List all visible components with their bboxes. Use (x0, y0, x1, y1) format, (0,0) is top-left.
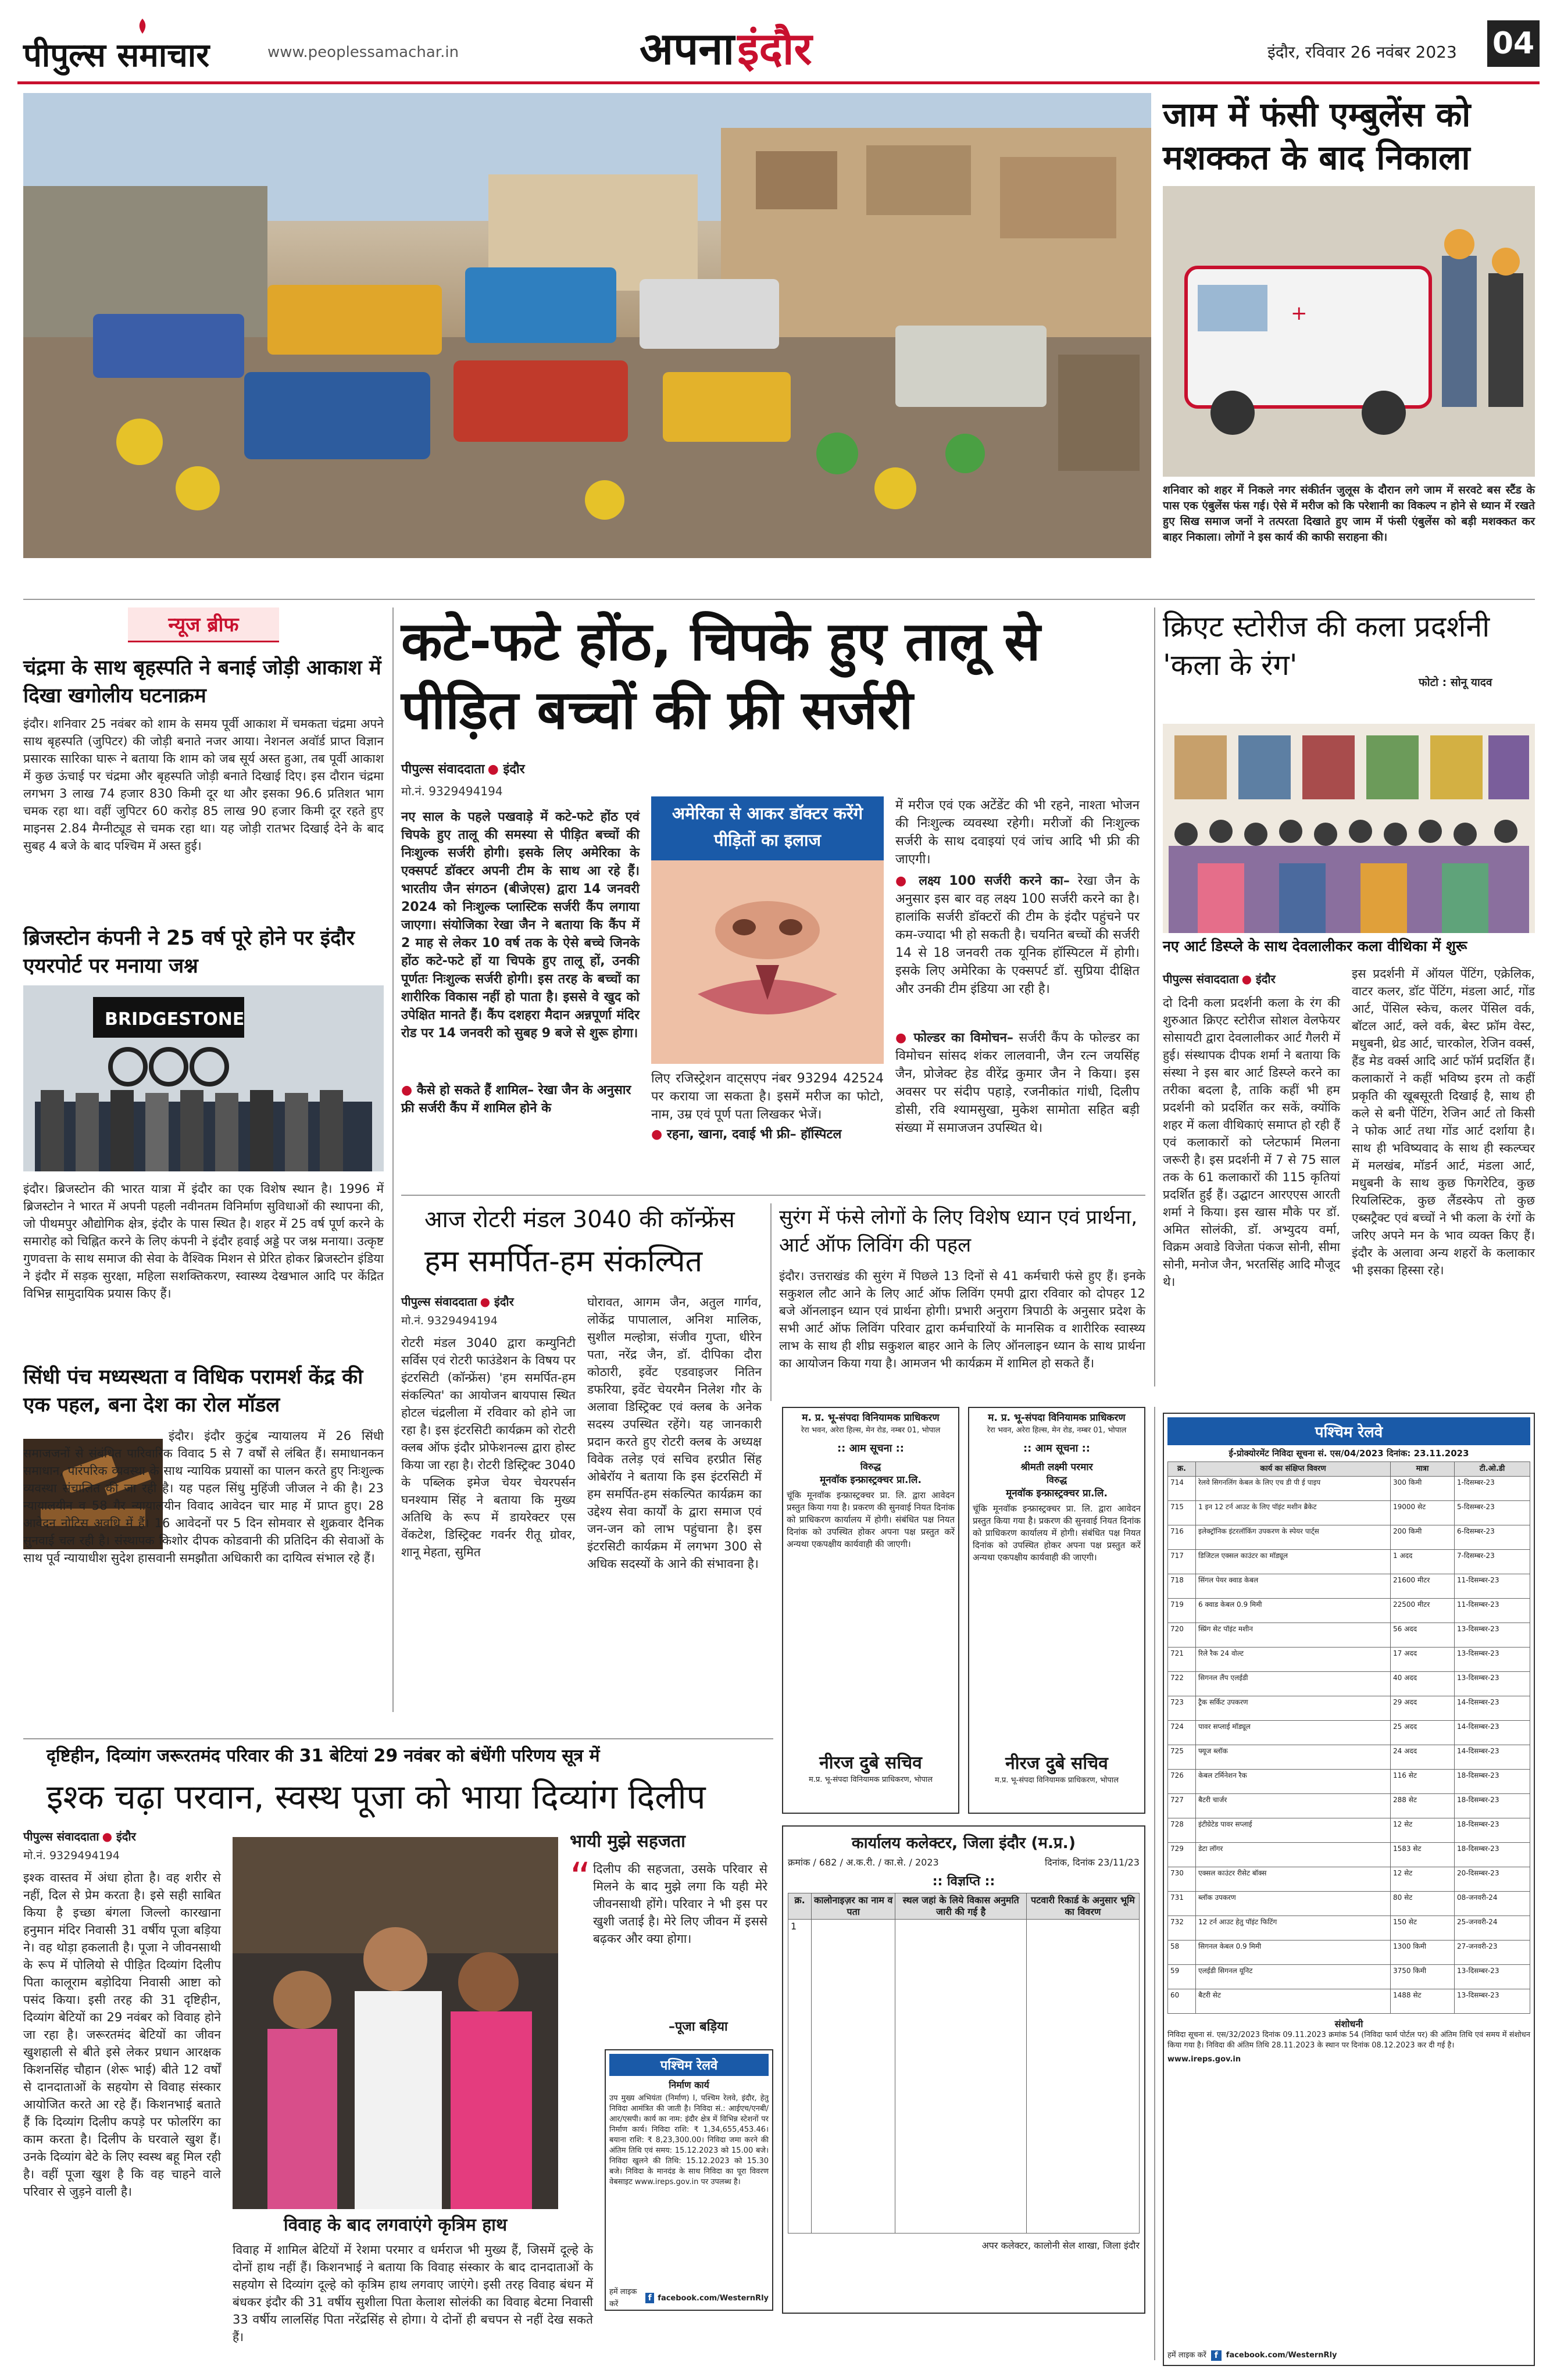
table-cell: 730 (1168, 1867, 1196, 1892)
table-cell: पावर सप्लाई मॉड्यूल (1196, 1721, 1391, 1745)
table-cell: 12 सेट (1391, 1818, 1455, 1843)
section-title-a: अपना (640, 23, 735, 74)
table-cell: 717 (1168, 1550, 1196, 1574)
wedding-col1: इश्क वास्तव में अंधा होता है। वह शरीर से नहीं, दिल से प्रेम करता है। इसे सही साबित किया है इच्छा बंगला जिल्लो कारखाना हनुमान मंदिर निवासी 31 वर्षीय पूजा बड़िया ने। वह थोड़ा हकलाती है। पूजा ने जीवनसाथी के रूप में पोलियो से पीड़ित दिव्यांग दिलीप पिता कालूराम बड़ोदिया निवासी आष्टा को पसंद किया। इसी तरह की 31 दृष्टिहीन, दिव्यांग बेटियों का 29 नवंबर को विवाह होने जा रहा है। जरूरतमंद बेटियों का जीवन खुशहाली से बीते इसे लेकर प्रधान आरक्षक किशनसिंह चौहान (शेरू भाई) बीते 12 वर्षों से दानदाताओं के सहयोग से विवाह संस्कार आयोजित करते आ रहे हैं। किशनभाई बताते हैं कि दिव्यांग दिलीप कपड़े पर फोलरिंग का काम करता है। दिलीप के घरवाले खुश हैं। उनके दिव्यांग बेटे के लिए स्वस्थ बहू मिल रही है। वहीं पूजा खुश है कि वह चाहने वाले परिवार से जुड़ने वाली है। (23, 1871, 221, 2199)
art-group-illustration (1163, 724, 1535, 933)
notice-2-authority: म. प्र. भू-संपदा विनियामक प्राधिकरण (988, 1412, 1126, 1424)
table-cell: 13-दिसम्बर-23 (1455, 1989, 1530, 2014)
table-cell: सिगनल केबल 0.9 मिमी (1196, 1941, 1391, 1965)
surgery-lead: नए साल के पहले पखवाड़े में कटे-फटे होंठ एवं चिपके हुए तालू की समस्या से पीड़ित बच्चों की निःशुल्क सर्जरी होगी। इसके लिए अमेरिका के एक्सपर्ट डॉक्टर अपनी टीम के साथ आ रहे हैं। भारतीय जैन संगठन (बीजेएस) द्वारा 14 जनवरी 2024 को निःशुल्क प्लास्टिक सर्जरी कैंप लगाया जाएगा। संयोजिका रेखा जैन ने बताया कि कैंप में 2 माह से लेकर 10 वर्ष तक के ऐसे बच्चे जिनके होंठ कटे-फटे हों या चिपके हुए तालू हों, उनकी पूर्णतः निःशुल्क सर्जरी होगी। इस तरह के बच्चों का शारीरिक विकास नहीं हो पाता है। इससे वे खुद को उपेक्षित मानते हैं। कैंप दशहरा मैदान अन्नपूर्णा मंदिर रोड पर 14 जनवरी को सुबह 9 बजे से शुरू होगा। (401, 810, 640, 1041)
table-cell: 726 (1168, 1770, 1196, 1794)
surgery-story (401, 607, 1140, 1166)
art-col2: इस प्रदर्शनी में ऑयल पेंटिंग, एक्रेलिक, वाटर कलर, डॉट पेंटिंग, मंडला आर्ट, गोंड आर्ट, पेंसिल स्केच, कलर पेंसिल वर्क, बॉटल आर्ट, क्ले वर्क, बेस्ट फ्रॉम वेस्ट, मधुबनी, थ्रेड आर्ट, चारकोल, रेजिन वर्क्स, हैंड मेड वर्क्स आदि आर्ट फॉर्म प्रदर्शित हैं। कलाकारों ने कहीं भविष्य इरम तो कहीं प्रकृति की खूबसूरती दिखाई है, साथ ही कले से बनी पेंटिंग, रेजिन आर्ट तो किसी ने फोक आर्ट तथा गोंड आर्ट दर्शाया है। साथ ही भविष्यवाद के साथ ही स्कल्प्चर में मलखंब, मॉडर्न आर्ट, मंडला आर्ट, मधुबनी के साथ कुछ फिगरेटिव, कुछ रियलिस्टिक, कुछ लैंडस्केप तो कुछ एब्सट्रैक्ट एवं बच्चों ने भी कला के रंगों के जरिए अपने मन के भाव व्यक्त किए हैं। इंदौर के अलावा अन्य शहरों के कलाकार भी इसका हिस्सा रहे। (1352, 967, 1535, 1277)
art-headline: क्रिएट स्टोरीज की कला प्रदर्शनी 'कला के रंग' (1163, 610, 1490, 682)
table-cell: 18-दिसम्बर-23 (1455, 1843, 1530, 1867)
table-cell: बैटरी चार्जर (1196, 1794, 1391, 1818)
table-row (1168, 1696, 1530, 1721)
table-cell: एलईडी सिगनल यूनिट (1196, 1965, 1391, 1989)
surgery-bullet-1: ● कैसे हो सकते हैं शामिल– रेखा जैन के अनुसार फ्री सर्जरी कैंप में शामिल होने के (401, 1083, 631, 1116)
table-cell: डिजिटल एक्सल काउंटर का मॉड्यूल (1196, 1550, 1391, 1574)
table-cell: 12 सेट (1391, 1867, 1455, 1892)
table-cell: 12 टर्न आउट हेतु पॉइंट फिटिंग (1196, 1916, 1391, 1941)
railway-big-title: पश्चिम रेलवे (1167, 1417, 1530, 1445)
news-brief-label: न्यूज ब्रीफ (128, 607, 279, 642)
surgery-bullet-3: ● लक्ष्य 100 सर्जरी करने का– रेखा जैन के अनुसार इस बार वह लक्ष्य 100 सर्जरी करने का है। हालांकि सर्जरी डॉक्टरों की टीम के इंदौर पहुंचने पर कम-ज्यादा भी हो सकती है। चयनित बच्चों की सर्जरी 14 से 18 जनवरी तक यूनिक हॉस्पिटल में होगी। इसके लिए अमेरिका के एक्सपर्ट डॉ. सुप्रिया दीक्षित और उनकी टीम इंडिया आ रही है। (895, 874, 1140, 996)
notice-1-title: :: आम सूचना :: (837, 1442, 905, 1455)
table-cell: 59 (1168, 1965, 1196, 1989)
art-byline: पीपुल्स संवाददाता ● इंदौर (1163, 972, 1276, 986)
wedding-quote-title: भायी मुझे सहजता (570, 1831, 685, 1852)
table-cell: 13-दिसम्बर-23 (1455, 1623, 1530, 1648)
ambulance-illustration (1163, 186, 1535, 477)
table-cell: 22500 मीटर (1391, 1599, 1455, 1623)
website-url[interactable]: www.peoplessamachar.in (267, 44, 459, 61)
table-cell: 727 (1168, 1794, 1196, 1818)
surgery-byline: पीपुल्स संवाददाता ● इंदौर मो.नं. 9329494194 (401, 760, 634, 799)
table-cell: इलेक्ट्रॉनिक इंटरलॉकिंग उपकरण के स्पेयर पार्ट्स (1196, 1525, 1391, 1550)
table-cell: स्प्रिंग सेट पॉइंट मशीन (1196, 1623, 1391, 1648)
railway-big-subtitle: ई-प्रोक्योरमेंट निविदा सूचना सं. एस/04/2023 दिनांक: 23.11.2023 (1229, 1448, 1469, 1459)
art-col1: दो दिनी कला प्रदर्शनी कला के रंग की शुरुआत क्रिएट स्टोरीज सोशल वेलफेयर सोसायटी द्वारा देवलालीकर आर्ट गैलरी में हुई। संस्थापक दीपक शर्मा ने बताया कि संस्था ने इस बार आर्ट डिस्प्ले करने का तरीका बदला है, ताकि कहीं भी हम प्रदर्शनी को प्रदर्शित कर सकें, क्योंकि शहर में कला वीथिकाएं समाप्त हो रही हैं एवं कलाकारों को प्लेटफार्म मिलना जरूरी है। इस प्रदर्शनी में 7 से 75 साल तक के 61 कलाकारों की 115 कृतियां प्रदर्शित हुईं हैं। उद्घाटन आरएएस आरती शर्मा ने किया। इस खास मौके पर डॉ. अमित सोलंकी, डॉ. अभ्युदय वर्मा, विक्रम अवाडे विजेता पंकज सोनी, सीमा सोनी, मनोज जैन, भरतसिंह आदि मौजूद थे। (1163, 996, 1340, 1289)
table-cell: 116 सेट (1391, 1770, 1455, 1794)
table-cell: 6-दिसम्बर-23 (1455, 1525, 1530, 1550)
ambulance-photo (1163, 186, 1535, 477)
table-cell: 1583 सेट (1391, 1843, 1455, 1867)
railway-big-note: निविदा सूचना सं. एस/32/2023 दिनांक 09.11.2023 क्रमांक 54 (निविदा फार्म पोर्टल पर) की अंतिम तिथि एवं समय में संशोधन किया गया है। निविदा की अंतिम तिथि 28.11.2023 के स्थान पर दिनांक 08.12.2023 कर दी गई है। (1167, 2031, 1530, 2050)
table-row (1168, 1794, 1530, 1818)
notice-2-title: :: आम सूचना :: (1023, 1442, 1091, 1455)
collector-label: :: विज्ञप्ति :: (932, 1874, 995, 1889)
railway-small-social[interactable]: facebook.com/WesternRly (658, 2293, 769, 2303)
table-cell: 288 सेट (1391, 1794, 1455, 1818)
wedding-headline: इश्क चढ़ा परवान, स्वस्थ पूजा को भाया दिव्यांग दिलीप (47, 1777, 706, 1817)
wedding-top-separator (23, 1738, 773, 1739)
table-cell: 18-दिसम्बर-23 (1455, 1770, 1530, 1794)
logo (23, 17, 267, 76)
notice-1-vs: विरुद्ध (860, 1461, 881, 1472)
railway-big-table (1167, 1461, 1530, 2014)
surgery-headline: कटे-फटे होंठ, चिपके हुए तालू से पीड़ित बच्चों की फ्री सर्जरी (401, 610, 1041, 741)
table-cell: डेटा लॉगर (1196, 1843, 1391, 1867)
table-cell: 18-दिसम्बर-23 (1455, 1794, 1530, 1818)
table-cell: 720 (1168, 1623, 1196, 1648)
center-right-rule (1154, 607, 1155, 1386)
traffic-scene-illustration (23, 93, 1151, 558)
notice-2-company: मूनवॉक इन्फ्रास्ट्रक्चर प्रा.लि. (1006, 1488, 1108, 1499)
table-cell: 715 (1168, 1501, 1196, 1525)
notice-1-company: मूनवॉक इन्फ्रास्ट्रक्चर प्रा.लि. (820, 1474, 922, 1486)
notice-2-signer-sub: म.प्र. भू-संपदा विनियामक प्राधिकरण, भोपाल (994, 1776, 1119, 1785)
table-cell: 08-जनवरी-24 (1455, 1892, 1530, 1916)
table-cell: एक्सल काउंटर रीसेट बॉक्स (1196, 1867, 1391, 1892)
table-cell: 731 (1168, 1892, 1196, 1916)
railway-big-section-label: संशोधनी (1334, 2018, 1363, 2029)
photo-credit: फोटो : सोनू यादव (1419, 676, 1492, 689)
table-row (1168, 1672, 1530, 1696)
notice-1-signer-sub: म.प्र. भू-संपदा विनियामक प्राधिकरण, भोपाल (808, 1775, 933, 1784)
table-cell: 725 (1168, 1745, 1196, 1770)
tunnel-story (779, 1203, 1145, 1407)
railway-table-header: क्र. कार्य का संक्षिप्त विवरण मात्रा टी.ओ.डी (1168, 1462, 1530, 1477)
wedding-kicker: दृष्टिहीन, दिव्यांग जरूरतमंद परिवार की 31 बेटियां 29 नवंबर को बंधेंगी परिणय सूत्र में (47, 1746, 600, 1766)
table-cell: ट्रैक सर्किट उपकरण (1196, 1696, 1391, 1721)
railway-small-ad (605, 2049, 773, 2311)
rera-notice-1 (782, 1407, 959, 1814)
table-cell: 14-दिसम्बर-23 (1455, 1721, 1530, 1745)
table-row (1168, 1745, 1530, 1770)
rera-notice-2 (968, 1407, 1145, 1814)
table-row (1168, 1648, 1530, 1672)
table-row (1168, 1843, 1530, 1867)
collector-footer: अपर कलेक्टर, कालोनी सेल शाखा, जिला इंदौर (981, 2240, 1140, 2251)
notice-1-signer: नीरज दुबे सचिव (819, 1753, 922, 1773)
table-cell: 716 (1168, 1525, 1196, 1550)
table-cell: 17 अदद (1391, 1648, 1455, 1672)
table-row (1168, 1989, 1530, 2014)
railway-small-title: पश्चिम रेलवे (609, 2054, 769, 2076)
table-cell: सिगनल लैंप एलईडी (1196, 1672, 1391, 1696)
railway-small-footer: हमें लाइक करें f facebook.com/WesternRly (609, 2288, 769, 2308)
art-story (1163, 607, 1535, 1410)
table-cell: 29 अदद (1391, 1696, 1455, 1721)
wedding-story (23, 1744, 773, 2372)
bullet-icon: ● (401, 1083, 417, 1098)
art-subhead: नए आर्ट डिस्प्ले के साथ देवलालीकर कला वीथिका में शुरू (1163, 938, 1467, 955)
left-col-rule (392, 607, 394, 1712)
facebook-icon: f (1211, 2350, 1222, 2361)
table-cell: 5-दिसम्बर-23 (1455, 1501, 1530, 1525)
table-cell: 27-जनवरी-23 (1455, 1941, 1530, 1965)
brief-1-body: इंदौर। शनिवार 25 नवंबर को शाम के समय पूर्वी आकाश में चमकता चंद्रमा अपने साथ बृहस्पति (जुपिटर) की जोड़ी बनाते नजर आया। नेशनल अवॉर्ड प्राप्त विज्ञान प्रसारक सारिका घारू ने बताया कि शाम को जब सूर्य अस्त हुआ, तब पूर्वी आकाश में कुछ ऊंचाई पर चंद्रमा और बृहस्पति जोड़ी बनाते दिखाई दिए। इस दौरान चंद्रमा लगभग 3 लाख 74 हजार 830 किमी दूर था और इसका 96.6 प्रतिशत भाग चमक रहा था। वहीं जुपिटर 60 करोड़ 85 लाख 90 हजार किमी दूर रहते हुए माइनस 2.84 मैग्नीट्यूड से चमक रहा था। यह जोड़ी रातभर दिखाई देने के बाद सुबह 4 बजे के बाद पश्चिम में अस्त हुई। (23, 717, 384, 853)
wedding-bottom: विवाह में शामिल बेटियों में रेशमा परमार व धर्मराज भी मुख्य हैं, जिसमें दूल्हे के दोनों हाथ नहीं हैं। किशनभाई ने बताया कि विवाह संस्कार के बाद दानदाताओं के सहयोग से दिव्यांग दूल्हे को कृत्रिम हाथ लगवाए जाएंगे। इसी तरह विवाह बंधन में बंधकर इंदौर की 31 वर्षीय सुशीला पिता केलाश सोलंकी का विवाह बेटमा निवासी 33 वर्षीय लालसिंह पिता नरेंद्रसिंह से होगा। ये दोनों ही बचपन से नहीं देख सकते हैं। (233, 2243, 593, 2344)
table-row (1168, 1770, 1530, 1794)
notice-2-party: श्रीमती लक्ष्मी परमार (1020, 1461, 1093, 1473)
collector-notice (782, 1825, 1145, 2314)
table-cell: 19000 सेट (1391, 1501, 1455, 1525)
table-cell: 1 इन 12 टर्न आउट के लिए पॉइंट मशीन ब्रैकेट (1196, 1501, 1391, 1525)
table-cell: 729 (1168, 1843, 1196, 1867)
table-cell: रिले रैक 24 वोल्ट (1196, 1648, 1391, 1672)
table-cell: रेलवे सिगनलिंग केबल के लिए एच डी पी ई पाइप (1196, 1477, 1391, 1501)
collector-title: कार्यालय कलेक्टर, जिला इंदौर (म.प्र.) (851, 1834, 1076, 1852)
collector-date: दिनांक, दिनांक 23/11/23 (1044, 1857, 1140, 1868)
table-cell: 13-दिसम्बर-23 (1455, 1672, 1530, 1696)
table-cell: 150 सेट (1391, 1916, 1455, 1941)
byline-name: पीपुल्स संवाददाता (401, 762, 485, 777)
table-cell: 11-दिसम्बर-23 (1455, 1574, 1530, 1599)
bridgestone-illustration (23, 985, 384, 1171)
table-cell: 13-दिसम्बर-23 (1455, 1648, 1530, 1672)
table-cell: फ्यूज ब्लॉक (1196, 1745, 1391, 1770)
tunnel-headline: सुरंग में फंसे लोगों के लिए विशेष ध्यान एवं प्रार्थना, आर्ट ऑफ लिविंग की पहल (779, 1206, 1138, 1257)
table-cell: 80 सेट (1391, 1892, 1455, 1916)
table-cell: 11-दिसम्बर-23 (1455, 1599, 1530, 1623)
table-cell: 6 क्वाड केबल 0.9 मिमी (1196, 1599, 1391, 1623)
table-cell: 714 (1168, 1477, 1196, 1501)
brief-3-body: इंदौर। इंदौर कुटुंब न्यायालय में 26 सिंधी समाजजनों से संबंधित पारिवारिक विवाद 5 से 7 वर्षों से लंबित हैं। समाधानकन समाधान, पारंपरिक व्यवस्था के साथ न्यायिक प्रयासों का पालन करते हुए निःशुल्क व्यवस्था संचालित की जा रही है। यह पहल सिंधु मुहिंजी जीजल ने की है। 23 न्यायालयीन व 58 गैर न्यायालयीन विवाद आवेदन चार माह में प्राप्त हुए। 28 आवेदन नोटिस अवधि में हैं। 16 आवेदनों पर 5 दिन सोमवार से शुक्रवार दैनिक सुनवाई चल रही है। संस्थापक किशोर दीपक कोडवानी की प्रतिदिन की सेवाओं के साथ पूर्व न्यायाधीश सुदेश हासवानी समझौता अधिकारी का दायित्व संभाल रहे हैं। (23, 1429, 384, 1565)
table-row (1168, 1477, 1530, 1501)
table-row (1168, 1599, 1530, 1623)
table-row (1168, 1818, 1530, 1843)
table-cell: 1300 किमी (1391, 1941, 1455, 1965)
svg-text:+: + (1291, 302, 1308, 325)
table-cell: 13-दिसम्बर-23 (1455, 1965, 1530, 1989)
table-row (1168, 1892, 1530, 1916)
table-cell: 1 अदद (1391, 1550, 1455, 1574)
table-row (1168, 1916, 1530, 1941)
tunnel-body: इंदौर। उत्तराखंड की सुरंग में पिछले 13 दिनों से 41 कर्मचारी फंसे हुए हैं। इनके सकुशल लौट आने के लिए आर्ट ऑफ लिविंग एमपी द्वारा रविवार को दोपहर 12 बजे ऑनलाइन ध्यान एवं प्रार्थना होगी। प्रभारी अनुराग त्रिपाठी के अनुसार प्रदेश के सभी आर्ट ऑफ लिविंग परिवार द्वारा कर्मचारियों के मानसिक व शारीरिक स्वास्थ्य लाभ के साथ ही शीघ्र सकुशल बाहर आने के लिए ऑनलाइन ध्यान के साथ प्रार्थना का आयोजन किया गया है। आमजन भी कार्यक्रम में शामिल हो सकते हैं। (779, 1269, 1145, 1370)
notice-2-text: चूंकि मूनवॉक इन्फ्रास्ट्रक्चर प्रा. लि. द्वारा आवेदन प्रस्तुत किया गया है। प्रकरण की सुनवाई नियत दिनांक को प्राधिकरण कार्यालय में होगी। संबंधित पक्ष नियत दिनांक को उपस्थित होकर अपना पक्ष प्रस्तुत करें अन्यथा एकपक्षीय कार्यवाही की जाएगी। (973, 1503, 1141, 1563)
table-cell: 200 किमी (1391, 1525, 1455, 1550)
table-row (1168, 1550, 1530, 1574)
table-cell: 1-दिसम्बर-23 (1455, 1477, 1530, 1501)
collector-ref: क्रमांक / 682 / अ.क.री. / का.से. / 2023 (788, 1857, 939, 1868)
table-cell: 24 अदद (1391, 1745, 1455, 1770)
date-line: इंदौर, रविवार 26 नवंबर 2023 (1267, 42, 1457, 62)
table-row: 1 (788, 1920, 1140, 2234)
notice-2-signer: नीरज दुबे सचिव (1005, 1753, 1108, 1774)
table-row (1168, 1623, 1530, 1648)
table-cell: 14-दिसम्बर-23 (1455, 1696, 1530, 1721)
top-separator (23, 599, 1535, 600)
brief-2-headline: ब्रिजस्टोन कंपनी ने 25 वर्ष पूरे होने पर इंदौर एयरपोर्ट पर मनाया जश्न (23, 927, 355, 978)
cleft-lip-illustration (651, 860, 884, 1064)
table-cell: 719 (1168, 1599, 1196, 1623)
wedding-couple-illustration (233, 1837, 558, 2209)
rotary-col1: रोटरी मंडल 3040 द्वारा कम्युनिटी सर्विस एवं रोटरी फाउंडेशन के विषय पर इंटरसिटी (कॉन्फ्रेंस) 'हम समर्पित-हम संकल्पित' का आयोजन बायपास स्थित होटल चंद्रलीला में रविवार को होने जा रहा है। इस इंटरसिटी कार्यक्रम को रोटरी क्लब ऑफ इंदौर प्रोफेशनल्स द्वारा होस्ट किया जा रहा है। रोटरी डिस्ट्रिक्ट 3040 के पब्लिक इमेज चेयर चेयरपर्सन घनश्याम सिंह ने बताया कि मुख्य अतिथि के रूप में डायरेक्टर एस वेंकटेश, डिस्ट्रिक्ट गवर्नर रीतू ग्रोवर, शानू मेहता, सुमित (401, 1336, 576, 1559)
masthead-rule (17, 81, 1540, 84)
table-cell: 21600 मीटर (1391, 1574, 1455, 1599)
surgery-inset-title: अमेरिका से आकर डॉक्टर करेंगे पीड़ितों का इलाज (651, 796, 884, 860)
section-title (640, 17, 812, 76)
table-cell: 721 (1168, 1648, 1196, 1672)
notice-2-vs: विरुद्ध (1046, 1474, 1067, 1485)
table-row (1168, 1867, 1530, 1892)
table-cell: 58 (1168, 1941, 1196, 1965)
rotary-story (401, 1203, 762, 1727)
collector-table-header: क्र. कालोनाइज़र का नाम व पता स्थल जहां के लिये विकास अनुमति जारी की गई है पटवारी रिकार्ड के अनुसार भूमि का विवरण (788, 1893, 1140, 1920)
table-cell: ब्लॉक उपकरण (1196, 1892, 1391, 1916)
page-number: 04 (1487, 20, 1540, 67)
rotary-headline-2: हम समर्पित-हम संकल्पित (424, 1244, 703, 1279)
wedding-couple-photo (233, 1837, 558, 2209)
traffic-jam-photo (23, 93, 1151, 558)
table-cell: 20-दिसम्बर-23 (1455, 1867, 1530, 1892)
bridgestone-banner: BRIDGESTONE (105, 1009, 245, 1030)
notice-1-text: चूंकि मूनवॉक इन्फ्रास्ट्रक्चर प्रा. लि. द्वारा आवेदन प्रस्तुत किया गया है। प्रकरण की सुनवाई नियत दिनांक को प्राधिकरण कार्यालय में होगी। संबंधित पक्ष नियत दिनांक को उपस्थित होकर अपना पक्ष प्रस्तुत करें अन्यथा एकपक्षीय कार्यवाही की जाएगी। (787, 1490, 955, 1549)
table-cell: 40 अदद (1391, 1672, 1455, 1696)
table-cell: 25 अदद (1391, 1721, 1455, 1745)
table-cell: 722 (1168, 1672, 1196, 1696)
table-row (1168, 1574, 1530, 1599)
railway-big-footer: हमें लाइक करें f facebook.com/WesternRly (1167, 2349, 1337, 2361)
bridgestone-photo (23, 985, 384, 1171)
table-cell: 60 (1168, 1989, 1196, 2014)
byline-mobile: मो.नं. 9329494194 (401, 784, 503, 798)
mid-separator (401, 1195, 1145, 1196)
section-title-b: इंदौर (737, 23, 812, 74)
table-cell: केबल टर्मिनेशन रैक (1196, 1770, 1391, 1794)
table-cell: 3750 किमी (1391, 1965, 1455, 1989)
table-row (1168, 1721, 1530, 1745)
railway-big-social[interactable]: facebook.com/WesternRly (1226, 2351, 1337, 2360)
railway-small-body: उप मुख्य अभियंता (निर्माण) I, पश्चिम रेलवे, इंदौर, हेतु निविदा आमंत्रित की जाती है। निविदा सं.: आईएच/एनबी/आर/एसपी। कार्य का नाम: इंदौर क्षेत्र में विभिन्न स्टेशनों पर निर्माण कार्य। निविदा राशि: ₹ 1,34,655,453.46। बयाना राशि: ₹ 8,23,300.00। निविदा जमा करने की अंतिम तिथि एवं समय: 15.12.2023 को 15.00 बजे। निविदा खुलने की तिथि: 15.12.2023 को 15.30 बजे। निविदा के मानदंड के साथ निविदा का पूरा विवरण वेबसाइट www.ireps.gov.in पर उपलब्ध है। (609, 2094, 769, 2186)
notice-2-authority-sub: रेरा भवन, अरेरा हिल्स, मेन रोड, नम्बर 01, भोपाल (987, 1426, 1127, 1435)
right-col-rule (1154, 1407, 1155, 2360)
brief-2-body: इंदौर। ब्रिजस्टोन की भारत यात्रा में इंदौर का एक विशेष स्थान है। 1996 में ब्रिजस्टोन ने भारत में अपनी पहली नवीनतम विनिर्माण सुविधाओं की स्थापना की, जो पीथमपुर औद्योगिक क्षेत्र, इंदौर के पास स्थित है। शहर में 25 वर्ष पूर्ण करने के समारोह को चिह्नित करने के लिए कंपनी ने इंदौर हवाई अड्डे पर जश्न मनाया। उत्कृष्ट गुणवत्ता के साथ समाज की सेवा के वैश्विक मिशन से प्रेरित होकर ब्रिजस्टोन इंडिया ने इंदौर में सड़क सुरक्षा, महिला सशक्तिकरण, स्वास्थ्य देखभाल आदि पर केंद्रित विभिन्न सामुदायिक प्रयास किए हैं। (23, 1182, 384, 1300)
logo-text: पीपुल्स समाचार (23, 37, 210, 74)
table-cell: 1488 सेट (1391, 1989, 1455, 2014)
table-cell: 18-दिसम्बर-23 (1455, 1818, 1530, 1843)
table-row (1168, 1965, 1530, 1989)
facebook-icon: f (645, 2293, 654, 2303)
ambulance-caption: शनिवार को शहर में निकले नगर संकीर्तन जुलूस के दौरान लगे जाम में सरवटे बस स्टैंड के पास एक एंबुलेंस फंस गई। ऐसे में मरीज को कि परेशानी का विकल्प न होने से ध्यान में रखते हुए सिख समाज जनों ने तत्परता दिखाते हुए जाम में फंसी एंबुलेंस को बड़ी मशक्कत कर बाहर निकाला। लोगों ने इस कार्य की काफी सराहना की। (1163, 484, 1535, 544)
byline-city: इंदौर (503, 762, 525, 777)
railway-big-ad (1163, 1413, 1535, 2366)
table-cell: 300 किमी (1391, 1477, 1455, 1501)
ambulance-headline: जाम में फंसी एम्बुलेंस को मशक्कत के बाद निकाला (1163, 95, 1471, 177)
table-cell: 25-जनवरी-24 (1455, 1916, 1530, 1941)
railway-small-subtitle: निर्माण कार्य (669, 2079, 709, 2090)
rotary-tunnel-rule (770, 1203, 772, 1401)
table-cell: बैटरी सेट (1196, 1989, 1391, 2014)
table-cell: सिंगल पेयर क्वाड केबल (1196, 1574, 1391, 1599)
notice-1-authority-sub: रेरा भवन, अरेरा हिल्स, मेन रोड, नम्बर 01, भोपाल (801, 1426, 941, 1435)
table-cell: 718 (1168, 1574, 1196, 1599)
surgery-inset-text: लिए रजिस्ट्रेशन वाट्सएप नंबर 93294 42524 पर कराया जा सकता है। इसमें मरीज का फोटो, नाम, उम्र एवं पूर्ण पता लिखकर भेजें। (651, 1071, 884, 1122)
wedding-byline: पीपुल्स संवाददाता ● इंदौर मो.नं. 9329494194 (23, 1829, 136, 1862)
table-row (1168, 1941, 1530, 1965)
brief-1-headline: चंद्रमा के साथ बृहस्पति ने बनाई जोड़ी आकाश में दिखा खगोलीय घटनाक्रम (23, 656, 381, 707)
table-cell: 724 (1168, 1721, 1196, 1745)
railway-big-site[interactable]: www.ireps.gov.in (1167, 2055, 1241, 2064)
table-cell: 56 अदद (1391, 1623, 1455, 1648)
notice-1-authority: म. प्र. भू-संपदा विनियामक प्राधिकरण (802, 1412, 940, 1424)
art-group-photo (1163, 724, 1535, 933)
rotary-col2: घोरावत, आगम जैन, अतुल गार्गव, लोकेंद्र पापालाल, अनिश मालिक, सुशील मल्होत्रा, संजीव गुप्ता, धीरेन पता, नरेंद्र जैन, डॉ. दीपिका दौरा कोठारी, इवेंट एडवाइजर नितिन डफरिया, इवेंट चेयरमैन निलेश गौर के अलावा डिस्ट्रिक्ट एवं क्लब के अनेक सदस्य उपस्थित रहेंगे। यह जानकारी प्रदान करते हुए रोटरी क्लब के अध्यक्ष विवेक तलेड़ एवं सचिव हरप्रीत सिंह ओबेरॉय ने बताया कि इस इंटरसिटी में हम समर्पित-हम संकल्पित कार्यक्रम का उद्देश्य सेवा कार्यों के द्वारा समाज एवं जन-जन को लाभ पहुंचाना है। इस इंटरसिटी कार्यक्रम में लगभग 300 से अधिक सदस्यों के आने की संभावना है। (587, 1295, 762, 1571)
table-cell: 723 (1168, 1696, 1196, 1721)
news-brief-column (23, 607, 384, 1747)
cleft-lip-photo (651, 860, 884, 1064)
table-cell: 7-दिसम्बर-23 (1455, 1550, 1530, 1574)
surgery-col3: में मरीज एवं एक अटेंडेंट की भी रहने, नाश्ता भोजन की निःशुल्क व्यवस्था रहेगी। मरीजों की निःशुल्क सर्जरी के साथ दवाइयां एवं जांच आदि भी फ्री की जाएगी। (895, 798, 1140, 867)
table-cell: 728 (1168, 1818, 1196, 1843)
rotary-byline: पीपुल्स संवाददाता ● इंदौर मो.नं. 9329494194 (401, 1295, 514, 1327)
collector-table (788, 1893, 1140, 2234)
masthead (0, 0, 1557, 87)
wedding-quote: दिलीप की सहजता, उसके परिवार से मिलने के बाद मुझे लगा कि यही मेरे जीवनसाथी होंगे। परिवार ने भी इस पर खुशी जताई है। मेरे लिए जीवन में इससे बढ़कर और क्या होगा। (593, 1862, 767, 1946)
surgery-bullet-4: ● फोल्डर का विमोचन– सर्जरी कैंप के फोल्डर का विमोचन सांसद शंकर लालवानी, जैन रत्न जयसिंह जैन, प्रोजेक्ट हेड वीरेंद्र कुमार जैन ने किया। इस अवसर पर संदीप पहाड़े, रजनीकांत गांधी, दिलीप डोसी, रवि श्यामसुखा, मुकेश सामोता सहित बड़ी संख्या में समाजजन उपस्थित थे। (895, 1031, 1140, 1135)
surgery-bullet-2: ● रहना, खाना, दवाई भी फ्री– हॉस्पिटल (651, 1127, 842, 1142)
table-cell: 732 (1168, 1916, 1196, 1941)
wedding-quote-by: –पूजा बड़िया (669, 2020, 728, 2034)
rotary-headline-1: आज रोटरी मंडल 3040 की कॉन्फ्रेंस (424, 1206, 735, 1233)
table-row (1168, 1525, 1530, 1550)
quote-mark-icon: “ (570, 1854, 591, 1902)
table-cell: इंटीग्रेटेड पावर सप्लाई (1196, 1818, 1391, 1843)
table-row (1168, 1501, 1530, 1525)
table-cell: 14-दिसम्बर-23 (1455, 1745, 1530, 1770)
wedding-photo-caption: विवाह के बाद लगवाएंगे कृत्रिम हाथ (283, 2215, 508, 2235)
brief-3-headline: सिंधी पंच मध्यस्थता व विधिक परामर्श केंद्र की एक पहल, बना देश का रोल मॉडल (23, 1366, 363, 1417)
